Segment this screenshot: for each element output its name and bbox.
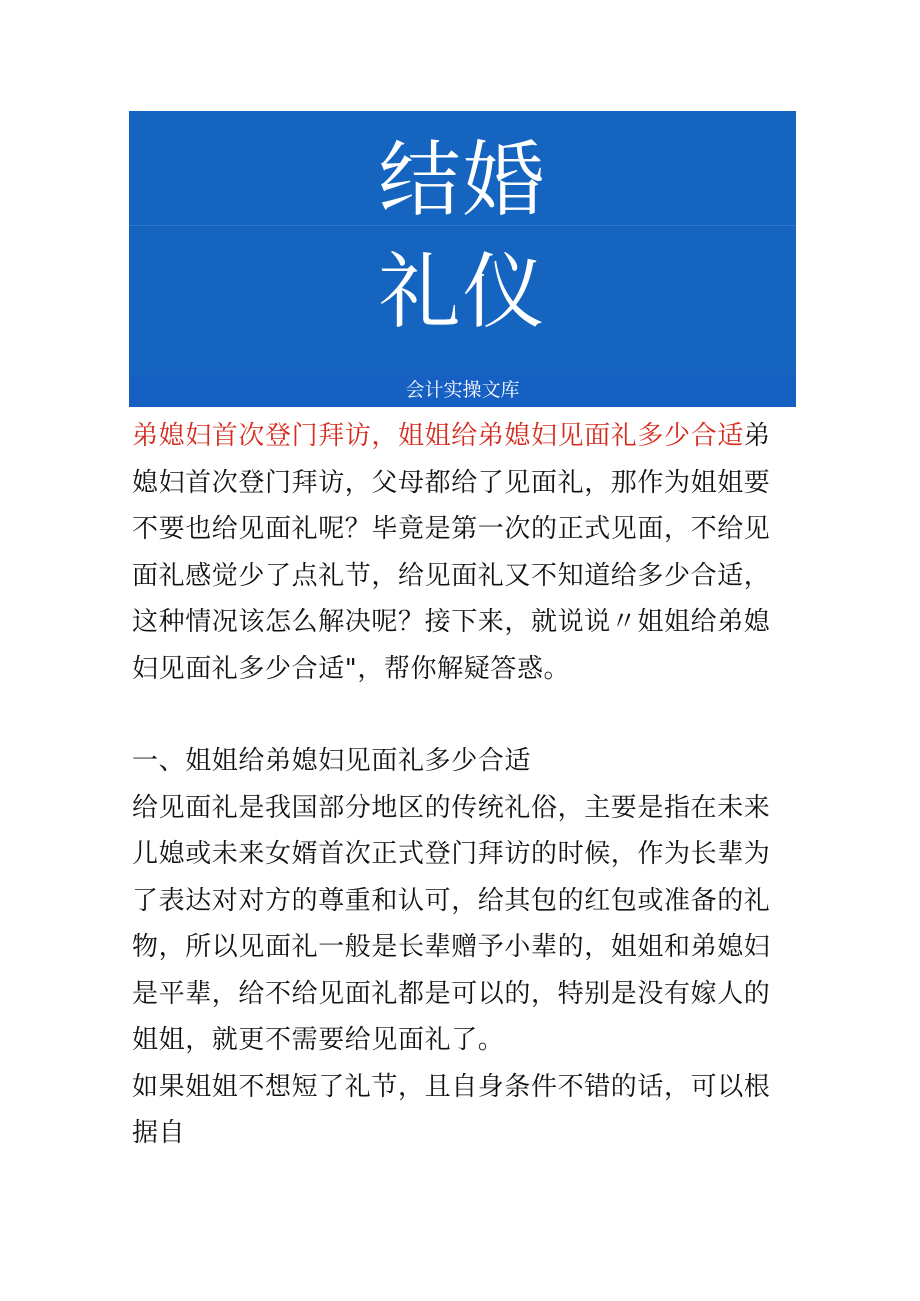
cover-title-line1: 结婚 xyxy=(378,133,547,228)
intro-paragraph xyxy=(132,413,792,692)
cover-banner xyxy=(129,111,796,407)
section-paragraph-1: 给见面礼是我国部分地区的传统礼俗，主要是指在未来儿媳或未来女婿首次正式登门拜访的时候，作为长辈为了表达对对方的尊重和认可，给其包的红包或准备的礼物，所以见面礼一般是长辈赠予小辈的，姐姐和弟媳妇是平辈，给不给见面礼都是可以的，特别是没有嫁人的姐姐，就更不需要给见面礼了。 xyxy=(132,792,771,1055)
cover-source: 会计实操文库 xyxy=(405,379,520,401)
section-paragraph-2: 如果姐姐不想短了礼节，且自身条件不错的话，可以根据自 xyxy=(132,1071,771,1148)
intro-text: 弟媳妇首次登门拜访，父母都给了见面礼，那作为姐姐要不要也给见面礼呢？毕竟是第一次的正式见面，不给见面礼感觉少了点礼节，给见面礼又不知道给多少合适，这种情况该怎么解决呢？接下来，就说说〃姐姐给弟媳妇见面礼多少合适"，帮你解疑答惑。 xyxy=(132,421,771,684)
article-body xyxy=(132,413,792,1157)
paragraph-gap xyxy=(132,692,792,738)
cover-title-line2: 礼仪 xyxy=(378,245,547,340)
article-red-title: 弟媳妇首次登门拜访，姐姐给弟媳妇见面礼多少合适 xyxy=(132,421,744,451)
section-heading: 一、姐姐给弟媳妇见面礼多少合适 xyxy=(132,746,532,776)
